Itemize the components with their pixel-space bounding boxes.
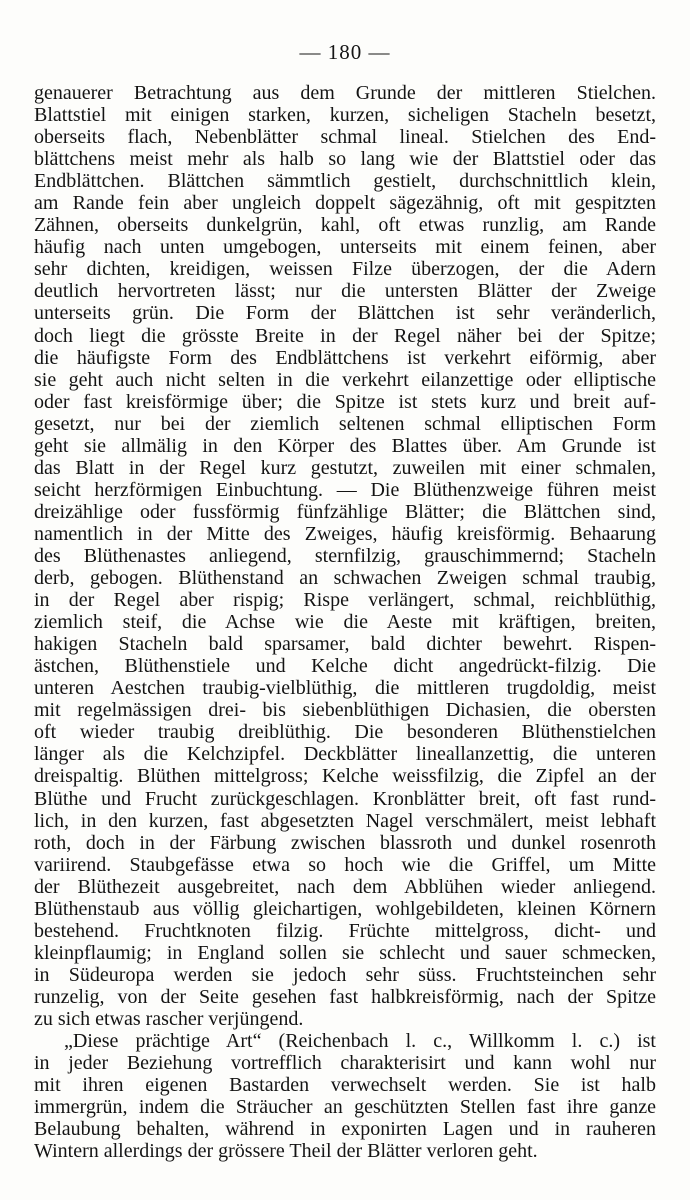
text-line: die häufigste Form des Endblättchens ist verkehrt eiförmig, aber xyxy=(34,346,656,369)
text-line: in der Regel aber rispig; Rispe verlängert, schmal, reichblüthig, xyxy=(34,589,656,612)
text-line: in jeder Beziehung vortrefflich charakterisirt und kann wohl nur xyxy=(34,1052,656,1075)
text-line: kleinpflaumig; in England sollen sie schlecht und sauer schmecken, xyxy=(34,941,656,964)
text-line: lich, in den kurzen, fast abgesetzten Nagel verschmälert, meist lebhaft xyxy=(34,809,656,832)
text-line: des Blüthenastes anliegend, sternfilzig, grauschimmernd; Stacheln xyxy=(34,544,656,567)
text-line: ästchen, Blüthenstiele und Kelche dicht angedrückt-filzig. Die xyxy=(34,655,656,678)
text-line: länger als die Kelchzipfel. Deckblätter lineallanzettig, die unteren xyxy=(34,743,656,766)
text-line: namentlich in der Mitte des Zweiges, häufig kreisförmig. Behaarung xyxy=(34,522,656,545)
text-line: dreispaltig. Blüthen mittelgross; Kelche weissfilzig, die Zipfel an der xyxy=(34,765,656,788)
text-line: Blüthenstaub aus völlig gleichartigen, wohlgebildeten, kleinen Körnern xyxy=(34,897,656,920)
text-line: am Rande fein aber ungleich doppelt sägezähnig, oft mit gespitzten xyxy=(34,192,656,215)
text-line: das Blatt in der Regel kurz gestutzt, zuweilen mit einer schmalen, xyxy=(34,456,656,479)
text-line: bestehend. Fruchtknoten filzig. Früchte mittelgross, dicht- und xyxy=(34,919,656,942)
text-line: immergrün, indem die Sträucher an geschützten Stellen fast ihre ganze xyxy=(34,1096,656,1119)
text-line: runzelig, von der Seite gesehen fast halbkreisförmig, nach der Spitze xyxy=(34,985,656,1008)
page-number: — 180 — xyxy=(299,40,391,64)
text-line: oberseits flach, Nebenblätter schmal lineal. Stielchen des End- xyxy=(34,126,656,149)
text-line: Belaubung behalten, während in exponirten Lagen und in rauheren xyxy=(34,1118,656,1141)
text-line: oder fast kreisförmige über; die Spitze ist stets kurz und breit auf- xyxy=(34,390,656,413)
text-line: sehr dichten, kreidigen, weissen Filze überzogen, der die Adern xyxy=(34,258,656,281)
text-line: Blattstiel mit einigen starken, kurzen, sicheligen Stacheln besetzt, xyxy=(34,104,656,127)
text-line: sie geht auch nicht selten in die verkehrt eilanzettige oder elliptische xyxy=(34,368,656,391)
text-line: Wintern allerdings der grössere Theil der Blätter verloren geht. xyxy=(34,1140,538,1163)
text-line: doch liegt die grösste Breite in der Regel näher bei der Spitze; xyxy=(34,324,656,347)
text-line: unterseits grün. Die Form der Blättchen ist sehr veränderlich, xyxy=(34,302,656,325)
text-line: gesetzt, nur bei der ziemlich seltenen schmal elliptischen Form xyxy=(34,412,656,435)
text-line: roth, doch in der Färbung zwischen blassroth und dunkel rosenroth xyxy=(34,831,656,854)
text-line: ziemlich steif, die Achse wie die Aeste mit kräftigen, breiten, xyxy=(34,611,656,634)
text-line: mit ihren eigenen Bastarden verwechselt werden. Sie ist halb xyxy=(34,1074,656,1097)
text-line: variirend. Staubgefässe etwa so hoch wie die Griffel, um Mitte xyxy=(34,853,656,876)
text-line: „Diese prächtige Art“ (Reichenbach l. c., Willkomm l. c.) ist xyxy=(64,1030,656,1053)
text-line: blättchens meist mehr als halb so lang wie der Blattstiel oder das xyxy=(34,148,656,171)
text-line: seicht herzförmigen Einbuchtung. — Die Blüthenzweige führen meist xyxy=(34,478,656,501)
text-line: deutlich hervortreten lässt; nur die untersten Blätter der Zweige xyxy=(34,280,656,303)
text-line: in Südeuropa werden sie jedoch sehr süss. Fruchtsteinchen sehr xyxy=(34,963,656,986)
text-line: geht sie allmälig in den Körper des Blattes über. Am Grunde ist xyxy=(34,434,656,457)
text-line: dreizählige oder fussförmig fünfzählige Blätter; die Blättchen sind, xyxy=(34,500,656,523)
text-line: zu sich etwas rascher verjüngend. xyxy=(34,1007,304,1030)
body-text xyxy=(34,82,656,1162)
text-line: genauerer Betrachtung aus dem Grunde der mittleren Stielchen. xyxy=(34,82,656,104)
text-line: hakigen Stacheln bald sparsamer, bald dichter bewehrt. Rispen- xyxy=(34,633,656,656)
text-line: oft wieder traubig dreiblüthig. Die besonderen Blüthenstielchen xyxy=(34,721,656,744)
text-line: häufig nach unten umgebogen, unterseits mit einem feinen, aber xyxy=(34,236,656,259)
paragraph xyxy=(34,1030,656,1162)
text-line: Zähnen, oberseits dunkelgrün, kahl, oft etwas runzlig, am Rande xyxy=(34,214,656,237)
text-line: der Blüthezeit ausgebreitet, nach dem Abblühen wieder anliegend. xyxy=(34,875,656,898)
text-line: unteren Aestchen traubig-vielblüthig, die mittleren trugdoldig, meist xyxy=(34,677,656,700)
text-line: derb, gebogen. Blüthenstand an schwachen Zweigen schmal traubig, xyxy=(34,567,656,590)
text-line: Blüthe und Frucht zurückgeschlagen. Kronblätter breit, oft fast rund- xyxy=(34,787,656,810)
text-line: Endblättchen. Blättchen sämmtlich gestielt, durchschnittlich klein, xyxy=(34,170,656,193)
paragraph xyxy=(34,82,656,1030)
text-line: mit regelmässigen drei- bis siebenblüthigen Dichasien, die obersten xyxy=(34,699,656,722)
